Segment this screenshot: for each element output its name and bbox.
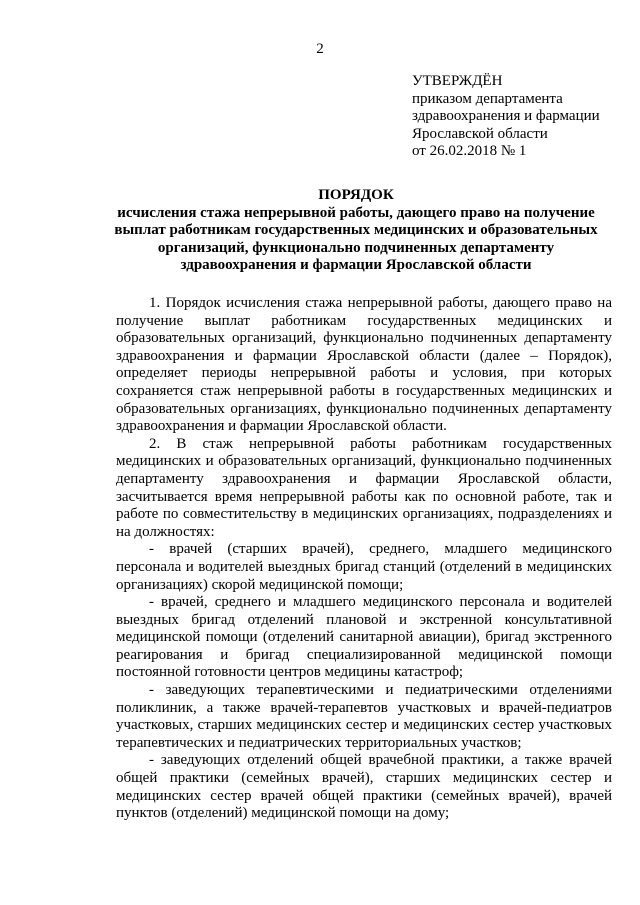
document-heading: ПОРЯДОК <box>318 187 394 203</box>
approval-line-order: приказом департамента <box>412 90 563 107</box>
list-item-emergency: - врачей (старших врачей), среднего, младшего медицинского персонала и водителей выездных бригад станций (отделений в медицинских организациях) скорой медицинской помощи; <box>116 541 612 593</box>
paragraph-1: 1. Порядок исчисления стажа непрерывной работы, дающего право на получение выплат работникам государственных медицинских и образовательных организаций, функционально подчиненных департаменту здравоохранения и фармации Ярославской области (далее – Порядок), определяет периоды непрерывной работы и условия, при которых сохраняется стаж непрерывной работы в государственных медицинских и образовательных организациях, функционально подчиненных департаменту здравоохранения и фармации Ярославской области. <box>116 295 612 435</box>
approval-line-region: Ярославской области <box>412 125 548 142</box>
approval-line-department: здравоохранения и фармации <box>412 108 600 124</box>
document-subtitle: исчисления стажа непрерывной работы, дающего право на получение выплат работникам государственных медицинских и образовательных организаций, функционально подчиненных департаменту здравоохранения и фармации Ярославской области <box>114 204 598 273</box>
approval-stamp <box>412 73 600 161</box>
list-item-general-practice: - заведующих отделений общей врачебной практики, а также врачей общей практики (семейных врачей), старших медицинских сестер и медицинских сестер врачей общей практики (семейных врачей), врачей пунктов (отделений) медицинской помощи на дому; <box>116 752 612 822</box>
approval-line-approved: УТВЕРЖДЁН <box>412 73 503 89</box>
document-title <box>100 187 612 275</box>
approval-line-date: от 26.02.2018 № 1 <box>412 143 527 159</box>
list-item-district: - заведующих терапевтическими и педиатрическими отделениями поликлиник, а также врачей-терапевтов участковых и врачей-педиатров участковых, старших медицинских сестер и медицинских сестер участковых терапевтических и педиатрических территориальных участков; <box>116 682 612 751</box>
document-body <box>116 295 612 823</box>
list-item-consultative: - врачей, среднего и младшего медицинского персонала и водителей выездных бригад отделений плановой и экстренной консультативной медицинской помощи (отделений санитарной авиации), бригад экстренного реагирования и бригад специализированной медицинской помощи постоянной готовности центров медицины катастроф; <box>116 594 612 681</box>
paragraph-2: 2. В стаж непрерывной работы работникам государственных медицинских и образовательных организаций, функционально подчиненных департаменту здравоохранения и фармации Ярославской области, засчитывается время непрерывной работы как по основной работе, так и работе по совместительству в медицинских организациях, подразделениях и на должностях: <box>116 435 612 540</box>
page-number: 2 <box>316 41 324 57</box>
